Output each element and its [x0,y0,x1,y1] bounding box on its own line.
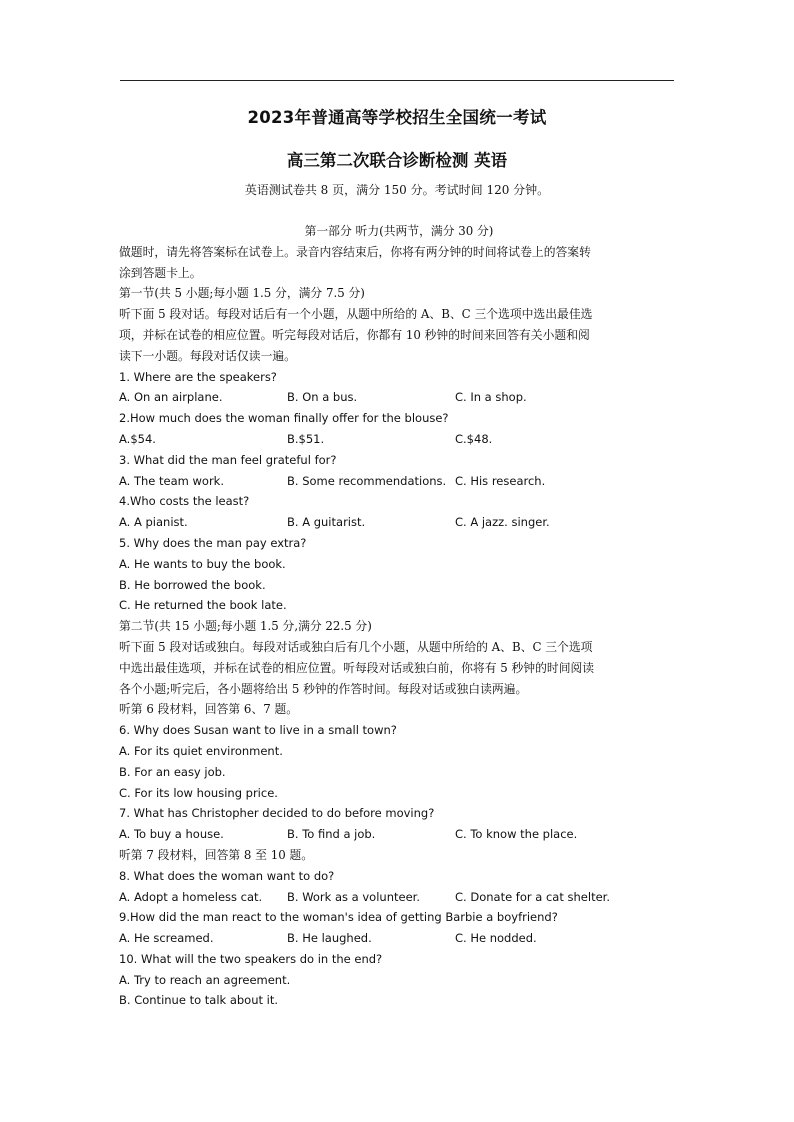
option-a: A. Try to reach an agreement. [119,972,291,987]
section1-instruction-line: 项，并标在试卷的相应位置。听完每段对话后，你都有 10 秒钟的时间来回答有关小题和阅 [119,327,590,342]
option-c: C. In a shop. [455,390,527,405]
options-row [119,928,679,949]
option-a: A. The team work. [119,473,224,488]
question-stem: 4.Who costs the least? [119,494,250,509]
exam-info: 英语测试卷共 8 页，满分 150 分。考试时间 120 分钟。 [244,183,550,197]
part1-instruction-line: 涂到答题卡上。 [119,265,202,280]
option-b: B. On a bus. [287,390,358,405]
option-a: A. For its quiet environment. [119,743,283,758]
section1-heading: 第一节(共 5 小题;每小题 1.5 分，满分 7.5 分) [119,286,365,301]
option-a: A. On an airplane. [119,390,223,405]
option-a: A. He screamed. [119,931,214,946]
option-a: A. A pianist. [119,515,188,530]
option-c: C. For its low housing price. [119,785,278,800]
section2-instruction-line: 中选出最佳选项，并标在试卷的相应位置。听每段对话或独白前，你将有 5 秒钟的时间阅读 [119,660,595,675]
section2-instruction-line: 听下面 5 段对话或独白。每段对话或独白后有几个小题，从题中所给的 A、B、C 三个选项 [119,639,593,654]
option-b: B. Continue to talk about it. [119,993,279,1008]
section1-instruction-line: 读下一小题。每段对话仅读一遍。 [119,348,296,363]
option-b: B. Some recommendations. [287,473,447,488]
question-stem: 6. Why does Susan want to live in a small town? [119,723,397,738]
question-stem: 10. What will the two speakers do in the end? [119,951,383,966]
exam-subtitle: 高三第二次联合诊断检测 英语 [286,151,508,170]
section2-instruction-line: 各个小题;听完后，各小题将给出 5 秒钟的作答时间。每段对话或独白读两遍。 [119,681,528,696]
option-c: C. Donate for a cat shelter. [455,889,610,904]
exam-title: 2023年普通高等学校招生全国统一考试 [247,108,547,127]
question-stem: 8. What does the woman want to do? [119,868,335,883]
question-stem: 3. What did the man feel grateful for? [119,452,337,467]
option-a: A. To buy a house. [119,827,224,842]
part1-instruction-line: 做题时，请先将答案标在试卷上。录音内容结束后，你将有两分钟的时间将试卷上的答案转 [119,244,591,259]
options-row [119,429,679,450]
section1-instruction-line: 听下面 5 段对话。每段对话后有一个小题，从题中所给的 A、B、C 三个选项中选出最佳选 [119,307,593,322]
option-c: C. A jazz. singer. [455,515,550,530]
exam-content [119,221,679,1011]
options-row [119,887,679,908]
option-b: B. To find a job. [287,827,376,842]
option-b: B. For an easy job. [119,764,226,779]
top-divider [120,80,674,81]
option-a: A. He wants to buy the book. [119,556,286,571]
option-a: A.$54. [119,431,156,446]
options-row [119,824,679,845]
option-b: B. A guitarist. [287,515,366,530]
option-b: B. He laughed. [287,931,372,946]
question-stem: 1. Where are the speakers? [119,369,277,384]
option-c: C. He returned the book late. [119,598,287,613]
material-instruction: 听第 7 段材料，回答第 8 至 10 题。 [119,847,314,862]
material-instruction: 听第 6 段材料，回答第 6、7 题。 [119,702,299,717]
option-b: B. Work as a volunteer. [287,889,420,904]
option-c: C. To know the place. [455,827,578,842]
option-b: B. He borrowed the book. [119,577,266,592]
options-row [119,387,679,408]
question-stem: 5. Why does the man pay extra? [119,535,307,550]
part1-heading: 第一部分 听力(共两节，满分 30 分) [304,224,494,238]
question-stem: 2.How much does the woman finally offer for the blouse? [119,411,449,426]
options-row [119,512,679,533]
option-a: A. Adopt a homeless cat. [119,889,263,904]
options-row [119,471,679,492]
question-stem: 9.How did the man react to the woman's idea of getting Barbie a boyfriend? [119,910,558,925]
option-c: C.$48. [455,431,493,446]
option-b: B.$51. [287,431,325,446]
question-stem: 7. What has Christopher decided to do before moving? [119,806,435,821]
section2-heading: 第二节(共 15 小题;每小题 1.5 分,满分 22.5 分) [119,619,372,634]
option-c: C. He nodded. [455,931,537,946]
option-c: C. His research. [455,473,546,488]
